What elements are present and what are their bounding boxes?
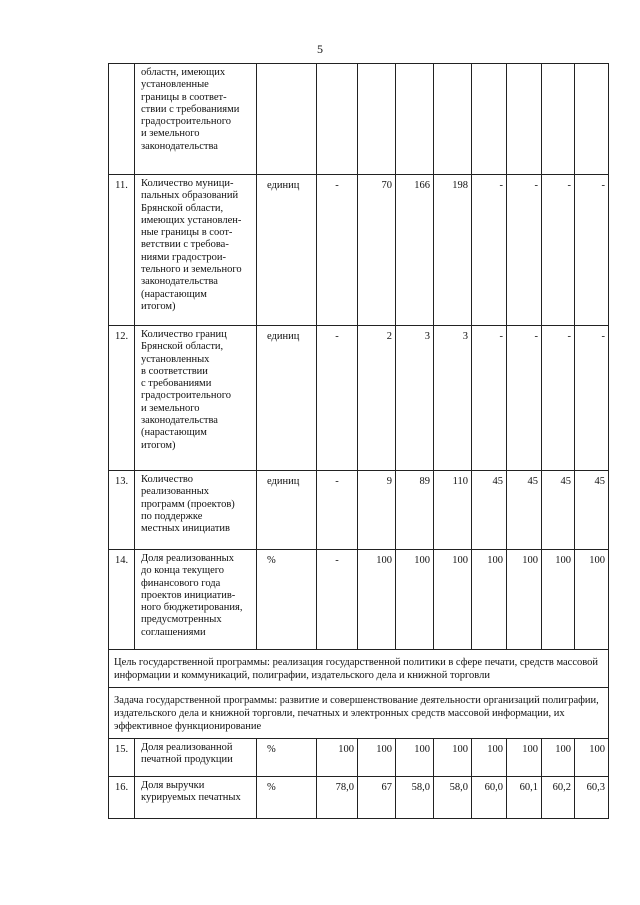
indicator-value: 3 — [434, 326, 472, 471]
indicator-unit: единиц — [257, 175, 317, 326]
indicator-value: 45 — [472, 471, 507, 550]
indicator-value: - — [507, 326, 542, 471]
indicator-name: Количество границ Брянской области, установленных в соответствии с требованиями градостроительного и земельного законодательства (нарастающим итогом) — [135, 326, 257, 471]
indicator-name: областн, имеющих установленные границы в соответ- ствии с требованиями градостроительного и земельного законодательства — [135, 64, 257, 175]
table-body-top — [109, 64, 609, 650]
indicator-name: Доля выручки курируемых печатных — [135, 777, 257, 819]
indicator-value: 100 — [434, 739, 472, 777]
indicator-value: 100 — [542, 550, 575, 650]
indicator-value — [507, 64, 542, 175]
row-number: 13. — [109, 471, 135, 550]
table-row — [109, 326, 609, 471]
indicator-value: 58,0 — [434, 777, 472, 819]
page-number: 5 — [317, 42, 323, 56]
indicator-value: 60,2 — [542, 777, 575, 819]
indicator-name: Количество реализованных программ (проектов) по поддержке местных инициатив — [135, 471, 257, 550]
indicator-value: 9 — [358, 471, 396, 550]
indicator-value: 100 — [396, 739, 434, 777]
indicator-value: 166 — [396, 175, 434, 326]
indicator-unit — [257, 64, 317, 175]
indicator-value — [317, 64, 358, 175]
indicator-value: 45 — [542, 471, 575, 550]
indicator-unit: % — [257, 550, 317, 650]
indicator-value: - — [472, 326, 507, 471]
indicator-value: 89 — [396, 471, 434, 550]
indicator-value: 60,3 — [575, 777, 609, 819]
indicator-value — [358, 64, 396, 175]
indicator-value — [434, 64, 472, 175]
table-row — [109, 777, 609, 819]
indicator-value: 60,0 — [472, 777, 507, 819]
table-row — [109, 739, 609, 777]
row-number: 14. — [109, 550, 135, 650]
indicator-value: - — [507, 175, 542, 326]
indicator-value: - — [575, 326, 609, 471]
indicator-value: - — [317, 471, 358, 550]
program-goal: Цель государственной программы: реализация государственной политики в сфере печати, средств массовой информации и коммуникаций, полиграфии, издательского дела и книжной торговли — [109, 650, 609, 688]
indicator-value — [575, 64, 609, 175]
row-number: 15. — [109, 739, 135, 777]
indicator-value: 78,0 — [317, 777, 358, 819]
indicator-unit: единиц — [257, 326, 317, 471]
indicator-value: 2 — [358, 326, 396, 471]
table-row — [109, 550, 609, 650]
indicator-value: 100 — [472, 739, 507, 777]
indicator-value: 100 — [575, 739, 609, 777]
indicator-value — [472, 64, 507, 175]
table-body-sections — [109, 650, 609, 739]
table-row — [109, 175, 609, 326]
indicator-value: 67 — [358, 777, 396, 819]
indicator-value: - — [542, 175, 575, 326]
indicator-name: Доля реализованной печатной продукции — [135, 739, 257, 777]
indicator-value: 45 — [507, 471, 542, 550]
row-number — [109, 64, 135, 175]
indicator-value: 100 — [358, 550, 396, 650]
table-body-bottom — [109, 739, 609, 819]
table-row — [109, 64, 609, 175]
indicator-value: 100 — [575, 550, 609, 650]
indicator-value: 198 — [434, 175, 472, 326]
indicator-value: 110 — [434, 471, 472, 550]
row-number: 11. — [109, 175, 135, 326]
indicator-value: 70 — [358, 175, 396, 326]
indicator-value — [542, 64, 575, 175]
indicator-value: 60,1 — [507, 777, 542, 819]
indicator-value: - — [317, 550, 358, 650]
indicator-value: 3 — [396, 326, 434, 471]
indicator-unit: % — [257, 739, 317, 777]
row-number: 12. — [109, 326, 135, 471]
indicator-value: 100 — [434, 550, 472, 650]
indicator-name: Доля реализованных до конца текущего финансового года проектов инициатив- ного бюджетирования, предусмотренных соглашениями — [135, 550, 257, 650]
indicator-unit: % — [257, 777, 317, 819]
indicator-value: 100 — [507, 739, 542, 777]
indicator-value: 100 — [472, 550, 507, 650]
indicator-value: 45 — [575, 471, 609, 550]
indicator-value: 100 — [507, 550, 542, 650]
indicator-value: - — [317, 175, 358, 326]
indicator-value: 100 — [396, 550, 434, 650]
indicator-value: 58,0 — [396, 777, 434, 819]
indicator-unit: единиц — [257, 471, 317, 550]
indicator-value: - — [575, 175, 609, 326]
goal-row — [109, 650, 609, 688]
table-row — [109, 471, 609, 550]
indicator-value: - — [317, 326, 358, 471]
row-number: 16. — [109, 777, 135, 819]
indicators-table — [108, 63, 609, 819]
indicator-value: - — [472, 175, 507, 326]
indicator-value: 100 — [358, 739, 396, 777]
indicator-value — [396, 64, 434, 175]
indicator-value: 100 — [542, 739, 575, 777]
indicator-name: Количество муници- пальных образований Брянской области, имеющих установлен- ные границы в соот- ветствии с требова- ниями градострои- тельного и земельного законодательства (нарастающим итогом) — [135, 175, 257, 326]
indicator-value: 100 — [317, 739, 358, 777]
indicator-value: - — [542, 326, 575, 471]
program-task: Задача государственной программы: развитие и совершенствование деятельности организаций полиграфии, издательского дела и книжной торговли, печатных и электронных средств массовой информации, их эффективное функционирование — [109, 688, 609, 739]
task-row — [109, 688, 609, 739]
